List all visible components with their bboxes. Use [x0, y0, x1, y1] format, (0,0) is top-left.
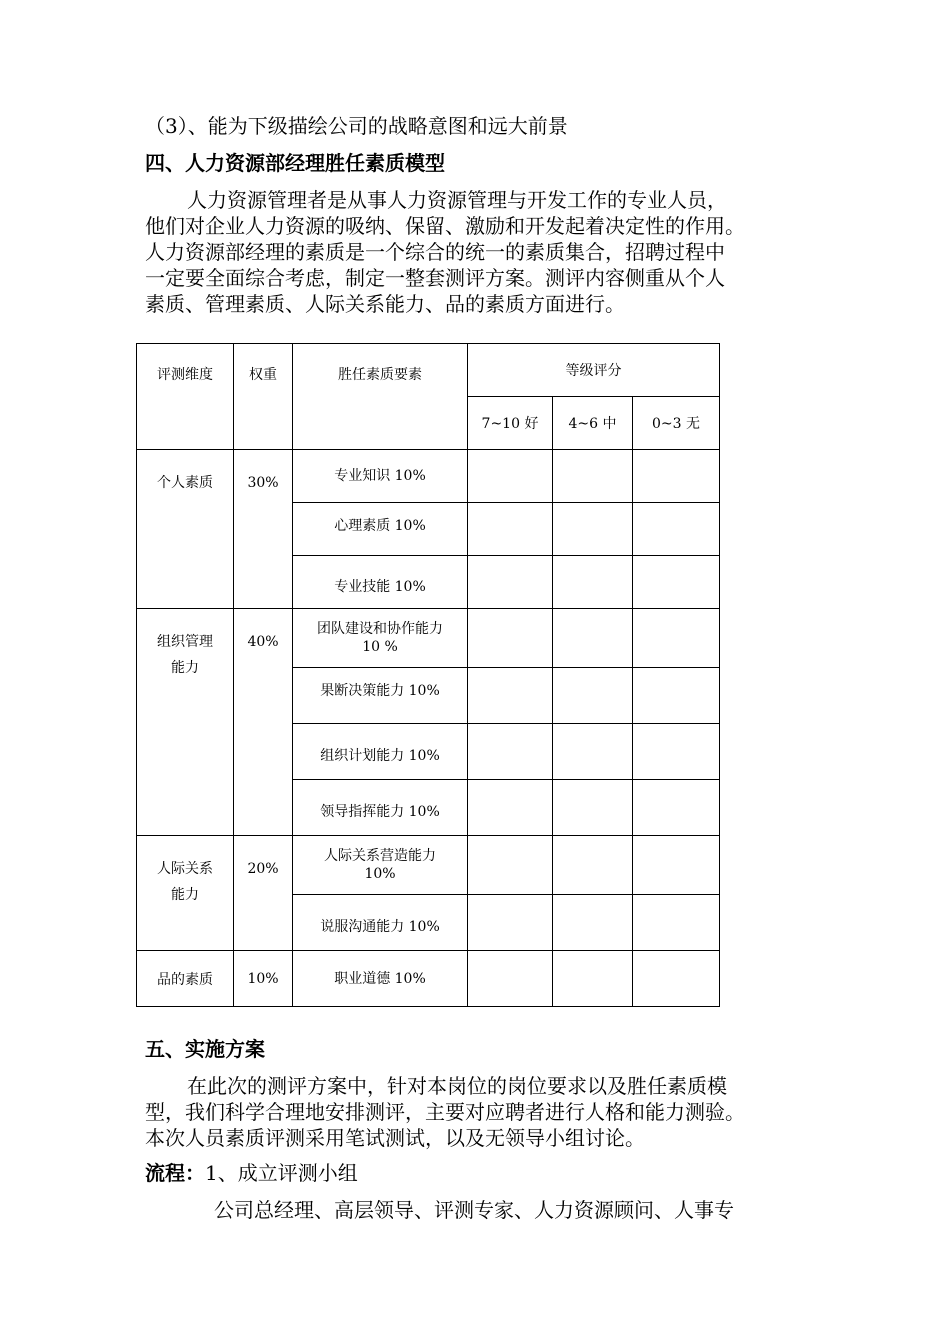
score-cell[interactable]: [553, 780, 633, 836]
element-label: 果断决策能力 10%: [320, 683, 440, 699]
element-cell: [293, 668, 468, 724]
score-cell[interactable]: [553, 556, 633, 609]
score-cell[interactable]: [633, 556, 720, 609]
score-cell[interactable]: [468, 609, 553, 668]
element-cell: [293, 724, 468, 780]
weight-cell: 20%: [234, 836, 293, 951]
dimension-label: 品的素质: [157, 971, 213, 988]
score-cell[interactable]: [633, 668, 720, 724]
dimension-label: 人际关系: [157, 861, 213, 877]
element-label: 说服沟通能力 10%: [320, 919, 440, 935]
paragraph-line: 在此次的测评方案中，针对本岗位的岗位要求以及胜任素质模: [187, 1074, 727, 1098]
weight-cell: 30%: [234, 450, 293, 609]
flow-detail: 公司总经理、高层领导、评测专家、人力资源顾问、人事专: [214, 1198, 734, 1222]
weight-cell: 40%: [234, 609, 293, 836]
score-cell[interactable]: [468, 556, 553, 609]
element-cell: [293, 780, 468, 836]
score-cell[interactable]: [553, 895, 633, 951]
score-cell[interactable]: [553, 836, 633, 895]
element-cell: [293, 556, 468, 609]
score-cell[interactable]: [468, 450, 553, 503]
element-label: 专业知识 10%: [334, 468, 426, 484]
header-grade-none: 0~3 无: [633, 397, 720, 450]
score-cell[interactable]: [633, 836, 720, 895]
score-cell[interactable]: [468, 895, 553, 951]
dimension-cell: [137, 450, 234, 609]
dimension-cell: [137, 951, 234, 1007]
score-cell[interactable]: [553, 724, 633, 780]
dimension-label: 组织管理: [157, 634, 213, 650]
score-cell[interactable]: [468, 668, 553, 724]
element-label: 团队建设和协作能力: [317, 621, 443, 637]
element-label: 专业技能 10%: [334, 579, 426, 595]
header-element: 胜任素质要素: [293, 344, 468, 450]
element-cell: [293, 609, 468, 668]
element-label: 领导指挥能力 10%: [320, 804, 440, 820]
intro-item: （3）、能为下级描绘公司的战略意图和远大前景: [145, 114, 568, 138]
score-cell[interactable]: [633, 450, 720, 503]
evaluation-table: [136, 343, 720, 1007]
dimension-label: 能力: [171, 660, 199, 676]
score-cell[interactable]: [468, 503, 553, 556]
header-grade-good: 7~10 好: [468, 397, 553, 450]
score-cell[interactable]: [633, 780, 720, 836]
element-cell: [293, 450, 468, 503]
score-cell[interactable]: [468, 724, 553, 780]
header-grade-mid: 4~6 中: [553, 397, 633, 450]
score-cell[interactable]: [553, 951, 633, 1007]
header-grading: 等级评分: [468, 344, 720, 397]
dimension-label: 个人素质: [157, 475, 213, 491]
element-label: 人际关系营造能力: [324, 848, 436, 864]
element-cell: [293, 836, 468, 895]
score-cell[interactable]: [468, 780, 553, 836]
flow-label: 流程：: [145, 1161, 205, 1185]
weight-cell: 10%: [234, 951, 293, 1007]
score-cell[interactable]: [553, 668, 633, 724]
element-label: 10%: [364, 866, 396, 882]
paragraph-line: 本次人员素质评测采用笔试测试，以及无领导小组讨论。: [145, 1126, 645, 1150]
score-cell[interactable]: [468, 951, 553, 1007]
flow-step: 1、成立评测小组: [205, 1161, 358, 1185]
section-heading: 四、人力资源部经理胜任素质模型: [145, 151, 445, 175]
score-cell[interactable]: [633, 951, 720, 1007]
paragraph-line: 人力资源部经理的素质是一个综合的统一的素质集合，招聘过程中: [145, 240, 725, 264]
dimension-cell: [137, 609, 234, 836]
paragraph-line: 人力资源管理者是从事人力资源管理与开发工作的专业人员，: [187, 188, 727, 212]
paragraph-line: 素质、管理素质、人际关系能力、品的素质方面进行。: [145, 292, 625, 316]
element-label: 心理素质 10%: [334, 518, 426, 534]
paragraph-line: 一定要全面综合考虑，制定一整套测评方案。测评内容侧重从个人: [145, 266, 725, 290]
element-label: 组织计划能力 10%: [320, 748, 440, 764]
score-cell[interactable]: [633, 503, 720, 556]
score-cell[interactable]: [468, 836, 553, 895]
paragraph-line: 型，我们科学合理地安排测评，主要对应聘者进行人格和能力测验。: [145, 1100, 745, 1124]
element-cell: [293, 503, 468, 556]
element-label: 10 %: [362, 639, 398, 655]
score-cell[interactable]: [553, 609, 633, 668]
score-cell[interactable]: [633, 724, 720, 780]
score-cell[interactable]: [553, 503, 633, 556]
header-weight: 权重: [234, 344, 293, 450]
element-label: 职业道德 10%: [334, 970, 426, 987]
element-cell: [293, 895, 468, 951]
section-heading: 五、实施方案: [145, 1037, 265, 1061]
header-dimension: 评测维度: [137, 344, 234, 450]
flow-line: [145, 1160, 358, 1186]
paragraph-line: 他们对企业人力资源的吸纳、保留、激励和开发起着决定性的作用。: [145, 214, 745, 238]
score-cell[interactable]: [553, 450, 633, 503]
score-cell[interactable]: [633, 609, 720, 668]
dimension-cell: [137, 836, 234, 951]
dimension-label: 能力: [171, 887, 199, 903]
element-cell: [293, 951, 468, 1007]
score-cell[interactable]: [633, 895, 720, 951]
